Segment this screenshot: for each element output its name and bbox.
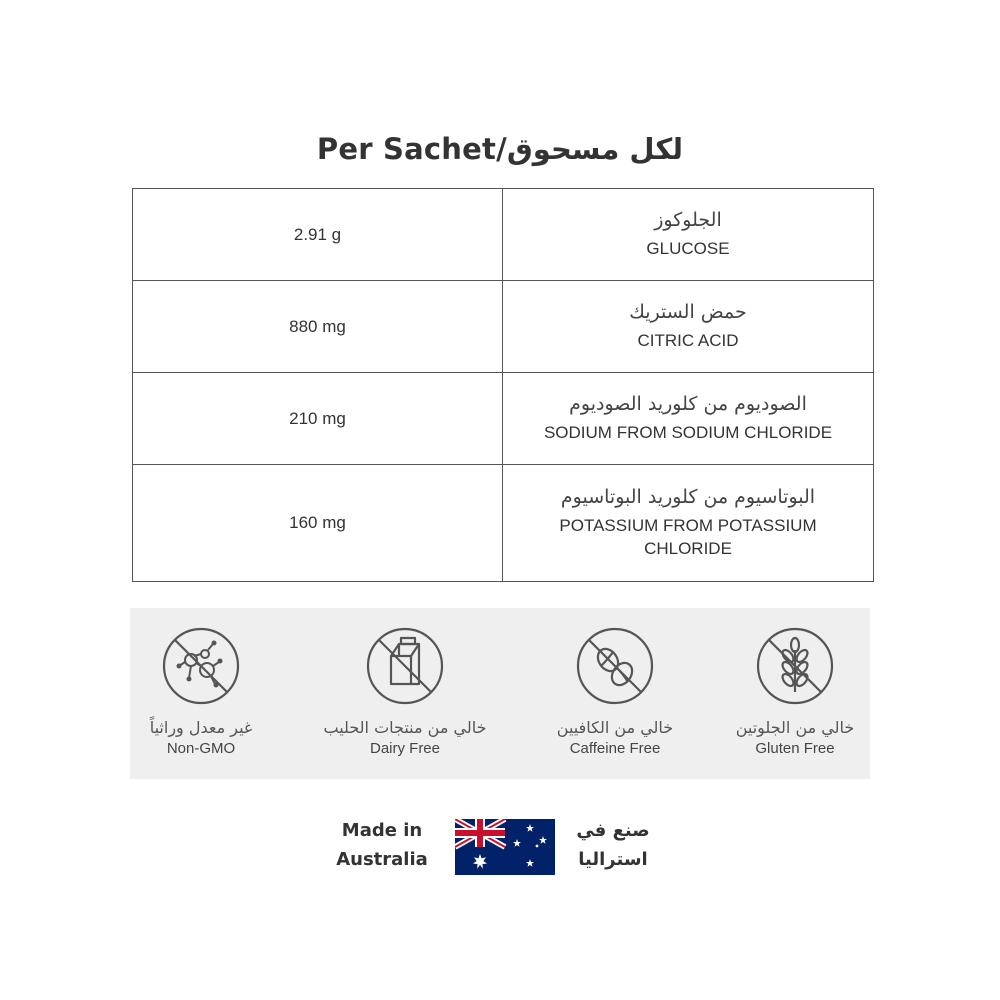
dairy-free-icon xyxy=(365,626,445,706)
ingredient-name-en: GLUCOSE xyxy=(646,239,730,258)
made-in-section xyxy=(0,816,1000,876)
badge-label-en: Gluten Free xyxy=(755,740,835,757)
badge-non-gmo xyxy=(101,626,301,757)
ingredient-cell xyxy=(503,373,874,465)
made-in-label-ar xyxy=(563,816,663,874)
badge-label-ar: خالي من الكافيين xyxy=(556,718,674,737)
amount-value: 210 mg xyxy=(289,408,346,428)
badge-label-ar: خالي من منتجات الحليب xyxy=(323,718,487,737)
amount-cell xyxy=(133,373,503,465)
page-title: Per Sachet/لكل مسحوق xyxy=(316,132,684,166)
made-in-line1: Made in xyxy=(341,820,423,841)
ingredient-name-en: POTASSIUM FROM POTASSIUM CHLORIDE xyxy=(559,516,817,558)
nutrition-table xyxy=(132,188,874,582)
amount-cell xyxy=(133,465,503,582)
made-in-line2: Australia xyxy=(336,849,428,870)
table-row xyxy=(133,465,874,582)
ingredient-cell xyxy=(503,189,874,281)
badge-caffeine-free xyxy=(515,626,715,757)
amount-value: 880 mg xyxy=(289,316,346,336)
ingredient-name-en: CITRIC ACID xyxy=(637,331,739,350)
table-row xyxy=(133,373,874,465)
amount-value: 2.91 g xyxy=(293,224,342,244)
amount-cell xyxy=(133,189,503,281)
badge-label-en: Non-GMO xyxy=(166,740,236,757)
made-in-label-en xyxy=(332,816,432,874)
ingredient-name-ar: الجلوكوز xyxy=(654,209,722,231)
non-gmo-icon xyxy=(161,626,241,706)
table-row xyxy=(133,281,874,373)
ingredient-name-ar: البوتاسيوم من كلوريد البوتاسيوم xyxy=(560,486,816,508)
badge-label-ar: خالي من الجلوتين xyxy=(735,718,855,737)
amount-value: 160 mg xyxy=(289,513,346,532)
badge-dairy-free xyxy=(305,626,505,757)
ingredient-name-ar: الصوديوم من كلوريد الصوديوم xyxy=(569,393,807,415)
badge-label-en: Dairy Free xyxy=(369,740,440,757)
australia-flag-icon xyxy=(455,819,555,875)
ingredient-cell xyxy=(503,465,874,582)
gluten-free-icon xyxy=(755,626,835,706)
ingredient-name-ar: حمض الستريك xyxy=(629,301,747,323)
free-from-band xyxy=(130,608,870,779)
caffeine-free-icon xyxy=(575,626,655,706)
ingredient-cell xyxy=(503,281,874,373)
table-row xyxy=(133,189,874,281)
made-in-line2-ar: استراليا xyxy=(578,849,648,870)
badge-label-en: Caffeine Free xyxy=(569,740,661,757)
badge-gluten-free xyxy=(695,626,895,757)
made-in-line1-ar: صنع في xyxy=(576,820,650,841)
amount-cell xyxy=(133,281,503,373)
badge-label-ar: غير معدل وراثياً xyxy=(149,718,253,737)
ingredient-name-en: SODIUM FROM SODIUM CHLORIDE xyxy=(543,423,833,442)
